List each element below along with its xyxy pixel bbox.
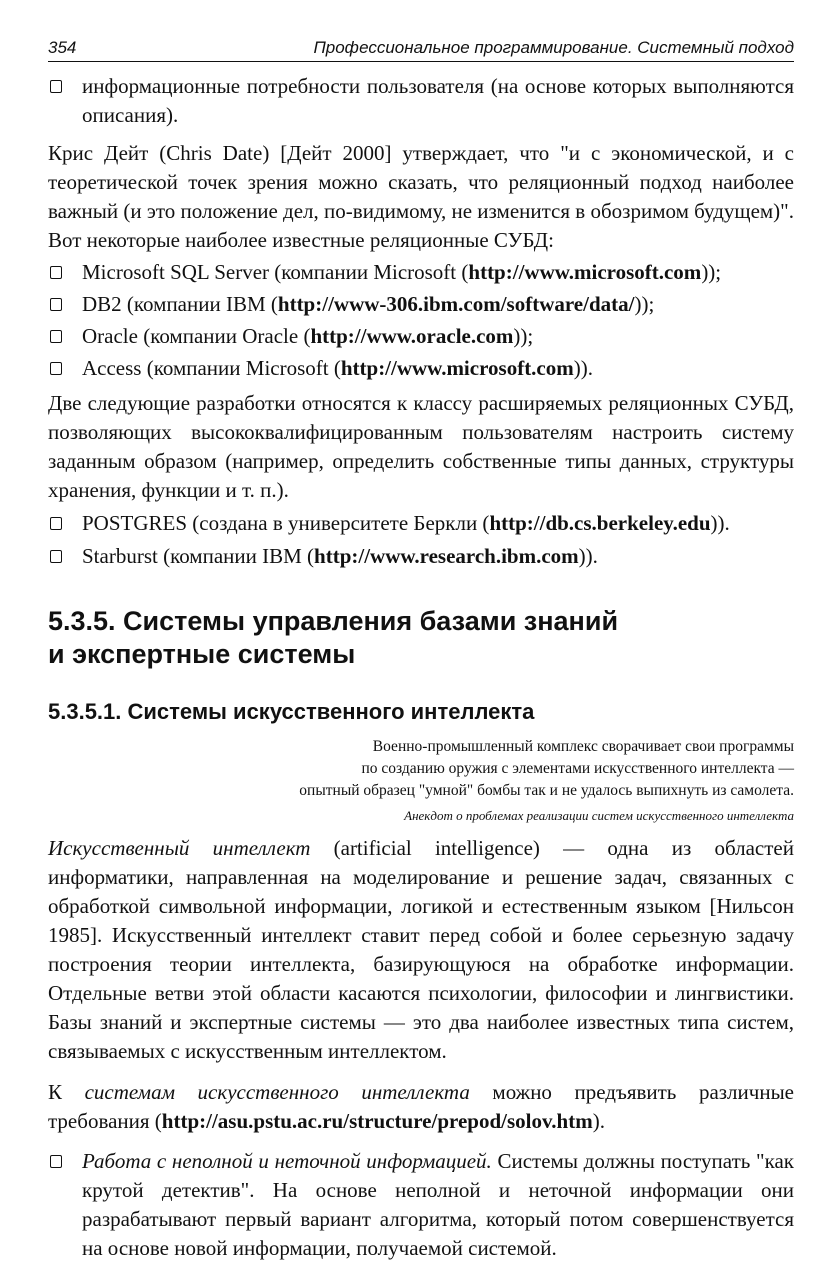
- url-link[interactable]: http://db.cs.berkeley.edu: [489, 511, 711, 535]
- url-link[interactable]: http://www-306.ibm.com/software/data/: [277, 292, 635, 316]
- section-heading: 5.3.5. Системы управления базами знаний и экспертные системы: [48, 606, 619, 669]
- url-link[interactable]: http://www.research.ibm.com: [314, 544, 579, 568]
- page-number: 354: [48, 38, 77, 57]
- intro-bullet-list: [48, 72, 794, 130]
- book-page: [48, 36, 794, 1263]
- list-item: Access (компании Microsoft (http://www.microsoft.com)).: [48, 354, 794, 383]
- url-link[interactable]: http://asu.pstu.ac.ru/structure/prepod/solov.htm: [161, 1109, 593, 1133]
- paragraph-ai-definition: Искусственный интеллект (artificial intelligence) — одна из областей информатики, направленная на моделирование и решение задач, связанных с обработкой символьной информации, логикой и естественным языком [Нильсон 1985]. Искусственный интеллект ставит перед собой и более серьезную задачу построения теории интеллекта, базирующуюся на обработке информации. Отдельные ветви этой области касаются психологии, философии и лингвистики. Базы знаний и экспертные системы — это два наиболее известных типа систем, связываемых с искусственным интеллектом.: [48, 836, 794, 1063]
- url-link[interactable]: http://www.microsoft.com: [340, 356, 574, 380]
- list-item: Microsoft SQL Server (компании Microsoft (http://www.microsoft.com));: [48, 258, 794, 287]
- dbms-list: [48, 258, 794, 383]
- url-link[interactable]: http://www.microsoft.com: [468, 260, 702, 284]
- list-item: DB2 (компании IBM (http://www-306.ibm.com/software/data/));: [48, 290, 794, 319]
- paragraph-extended-dbms: Две следующие разработки относятся к классу расширяемых реляционных СУБД, позволяющих высококвалифицированным пользователям настроить систему заданным образом (например, определить собственные типы данных, структуры хранения, функции и т. п.).: [48, 391, 794, 502]
- checkbox-bullet-icon: [50, 330, 62, 343]
- checkbox-bullet-icon: [50, 266, 62, 279]
- checkbox-bullet-icon: [50, 517, 62, 530]
- main-text: [48, 72, 794, 571]
- term: Работа с неполной и неточной информацией.: [82, 1149, 492, 1173]
- list-item: Starburst (компании IBM (http://www.research.ibm.com)).: [48, 542, 794, 571]
- checkbox-bullet-icon: [50, 298, 62, 311]
- running-header: [48, 36, 794, 62]
- extended-dbms-list: [48, 509, 794, 571]
- epigraph: Военно-промышленный комплекс сворачивает свои программы по созданию оружия с элементами искусственного интеллекта — опытный образец "умной" бомбы так и не удалось выпихнуть из самолета.: [299, 738, 794, 799]
- list-item: Работа с неполной и неточной информацией. Системы должны поступать "как крутой детектив". На основе неполной и неточной информации они разрабатывают первый вариант алгоритма, который потом совершенствуется на основе новой информации, получаемой системой.: [48, 1147, 794, 1263]
- list-item: информационные потребности пользователя (на основе которых выполняются описания).: [48, 72, 794, 130]
- epigraph-source: Анекдот о проблемах реализации систем искусственного интеллекта: [404, 808, 794, 823]
- checkbox-bullet-icon: [50, 550, 62, 563]
- checkbox-bullet-icon: [50, 80, 62, 93]
- list-item: Oracle (компании Oracle (http://www.oracle.com));: [48, 322, 794, 351]
- main-text-ai: [48, 834, 794, 1263]
- paragraph-date-quote: Крис Дейт (Chris Date) [Дейт 2000] утверждает, что "и с экономической, и с теоретической точек зрения можно сказать, что реляционный подход наиболее важный (и это положение дел, по-видимому, не изменится в обозримом будущем)". Вот некоторые наиболее известные реляционные СУБД:: [48, 141, 794, 252]
- term: Искусственный интеллект: [48, 836, 311, 860]
- url-link[interactable]: http://www.oracle.com: [310, 324, 514, 348]
- term: системам искусственного интеллекта: [84, 1080, 470, 1104]
- paragraph-ai-requirements: К системам искусственного интеллекта можно предъявить различные требования (http://asu.pstu.ac.ru/structure/prepod/solov.htm).: [48, 1080, 795, 1133]
- checkbox-bullet-icon: [50, 1155, 62, 1168]
- list-item: POSTGRES (создана в университете Беркли (http://db.cs.berkeley.edu)).: [48, 509, 794, 538]
- subsection-heading: 5.3.5.1. Системы искусственного интеллекта: [48, 699, 535, 724]
- requirements-list: [48, 1147, 794, 1263]
- checkbox-bullet-icon: [50, 362, 62, 375]
- running-title: Профессиональное программирование. Системный подход: [313, 38, 794, 57]
